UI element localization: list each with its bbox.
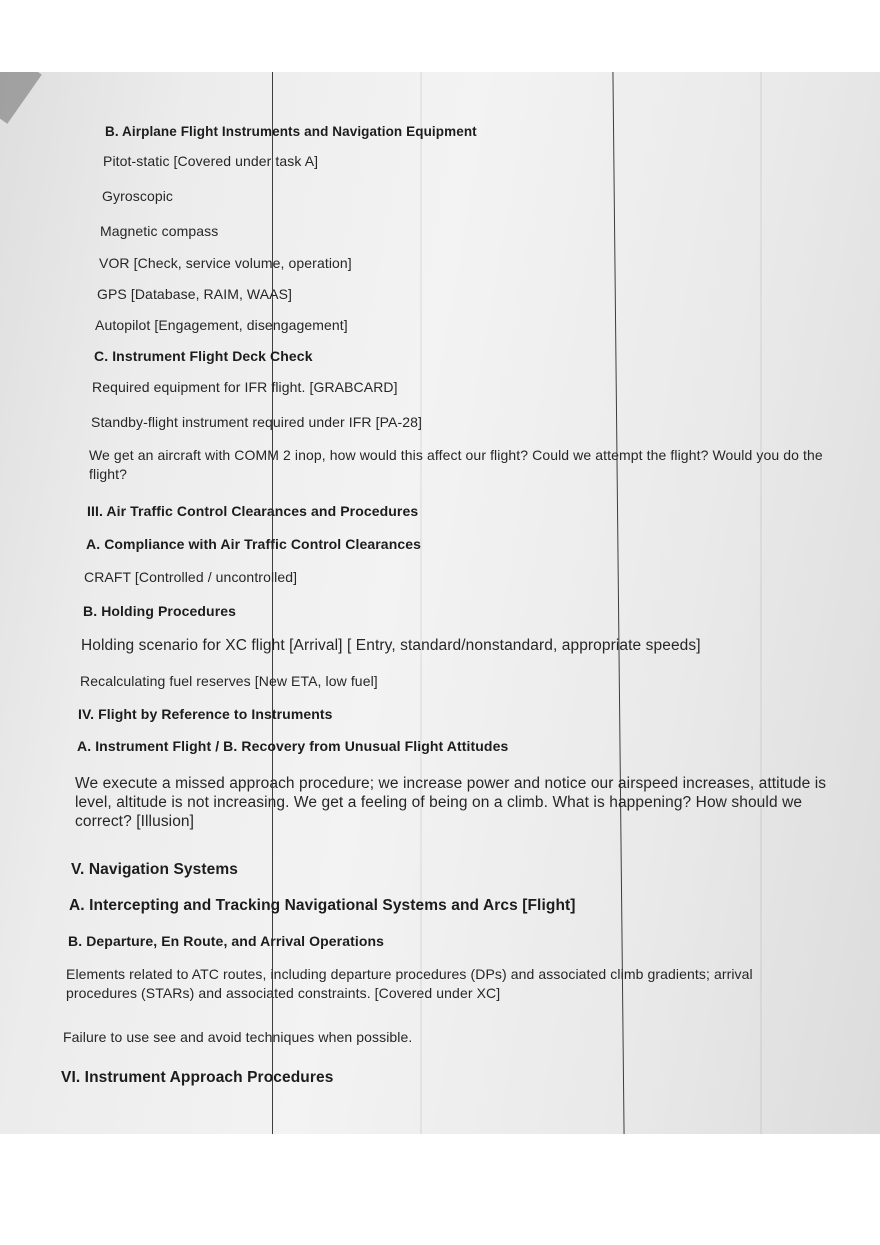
section-heading: A. Compliance with Air Traffic Control Clearances [86, 536, 422, 552]
text-paragraph: We get an aircraft with COMM 2 inop, how would this affect our flight? Could we attempt the flight? Would you do the flight? [89, 447, 823, 482]
text-line: Required equipment for IFR flight. [GRABCARD] [92, 379, 398, 395]
text-line: Recalculating fuel reserves [New ETA, low fuel] [80, 673, 378, 689]
section-heading: A. Instrument Flight / B. Recovery from Unusual Flight Attitudes [77, 738, 509, 754]
section-heading: V. Navigation Systems [71, 861, 238, 878]
text-line: Gyroscopic [102, 188, 174, 204]
text-line: Autopilot [Engagement, disengagement] [95, 317, 348, 333]
text-line: GPS [Database, RAIM, WAAS] [97, 286, 293, 302]
text-paragraph: Elements related to ATC routes, including departure procedures (DPs) and associated climb gradients; arrival procedures (STARs) and associated constraints. [Covered under XC] [66, 966, 753, 1001]
paper-page [0, 72, 880, 1134]
text-line: Failure to use see and avoid techniques when possible. [63, 1029, 413, 1045]
section-heading: III. Air Traffic Control Clearances and Procedures [87, 503, 419, 519]
text-line: VOR [Check, service volume, operation] [99, 255, 352, 271]
text-line: Holding scenario for XC flight [Arrival] [ Entry, standard/nonstandard, appropriate speeds] [81, 637, 701, 654]
text-line: Pitot-static [Covered under task A] [103, 153, 319, 169]
section-heading: B. Airplane Flight Instruments and Navigation Equipment [105, 124, 477, 139]
text-line: Magnetic compass [100, 223, 219, 239]
section-heading: VI. Instrument Approach Procedures [61, 1069, 334, 1086]
text-line: CRAFT [Controlled / uncontrolled] [84, 569, 298, 585]
section-heading: C. Instrument Flight Deck Check [94, 348, 313, 364]
text-line: Standby-flight instrument required under IFR [PA-28] [91, 414, 422, 430]
section-heading: B. Holding Procedures [83, 603, 237, 619]
section-heading: A. Intercepting and Tracking Navigational Systems and Arcs [Flight] [69, 897, 576, 914]
section-heading: B. Departure, En Route, and Arrival Operations [68, 933, 385, 949]
text-paragraph: We execute a missed approach procedure; we increase power and notice our airspeed increases, attitude is level, altitude is not increasing. We get a feeling of being on a climb. What is happening? How should we correct? [Illusion] [75, 775, 827, 830]
section-heading: IV. Flight by Reference to Instruments [78, 706, 333, 722]
